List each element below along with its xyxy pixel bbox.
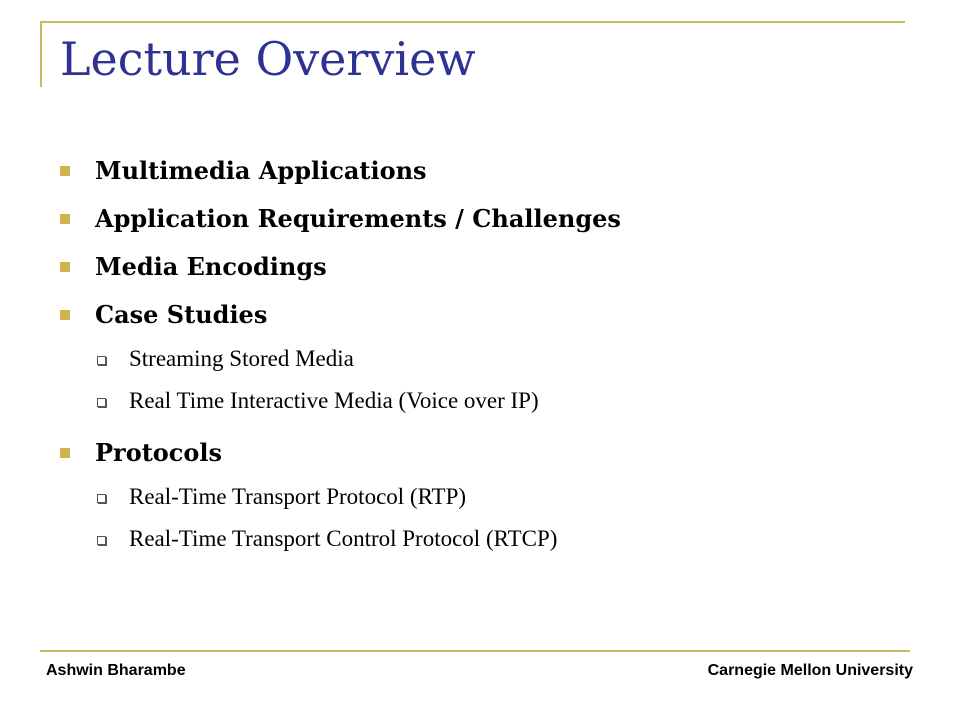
square-bullet-icon: [60, 262, 70, 272]
sub-bullet-text: Streaming Stored Media: [129, 346, 354, 371]
footer-divider: [40, 650, 910, 652]
hollow-square-bullet-icon: [97, 494, 106, 503]
sub-bullet-item: [97, 384, 920, 426]
hollow-square-bullet-icon: [97, 356, 106, 365]
bullet-text: Protocols: [95, 438, 223, 467]
square-bullet-icon: [60, 166, 70, 176]
sub-bullet-text: Real Time Interactive Media (Voice over IP): [129, 388, 539, 413]
square-bullet-icon: [60, 214, 70, 224]
hollow-square-bullet-icon: [97, 398, 106, 407]
sub-bullet-item: [97, 522, 920, 564]
bullet-text: Media Encodings: [95, 252, 327, 281]
bullet-list: [60, 150, 920, 564]
sub-bullet-item: [97, 480, 920, 522]
slide-title: Lecture Overview: [60, 32, 476, 86]
footer-institution: Carnegie Mellon University: [707, 662, 913, 679]
bullet-item: [60, 198, 920, 246]
bullet-text: Multimedia Applications: [95, 156, 427, 185]
sub-bullet-text: Real-Time Transport Control Protocol (RTCP): [129, 526, 558, 551]
bullet-item: [60, 150, 920, 198]
square-bullet-icon: [60, 448, 70, 458]
sub-bullet-item: [97, 342, 920, 384]
footer-author: Ashwin Bharambe: [46, 662, 186, 679]
hollow-square-bullet-icon: [97, 536, 106, 545]
square-bullet-icon: [60, 310, 70, 320]
title-frame-left-line: [40, 21, 42, 87]
bullet-item: [60, 432, 920, 480]
bullet-item: [60, 246, 920, 294]
title-frame-top-line: [40, 21, 905, 23]
bullet-text: Case Studies: [95, 300, 268, 329]
bullet-item: [60, 294, 920, 342]
sub-bullet-text: Real-Time Transport Protocol (RTP): [129, 484, 467, 509]
bullet-text: Application Requirements / Challenges: [95, 204, 621, 233]
